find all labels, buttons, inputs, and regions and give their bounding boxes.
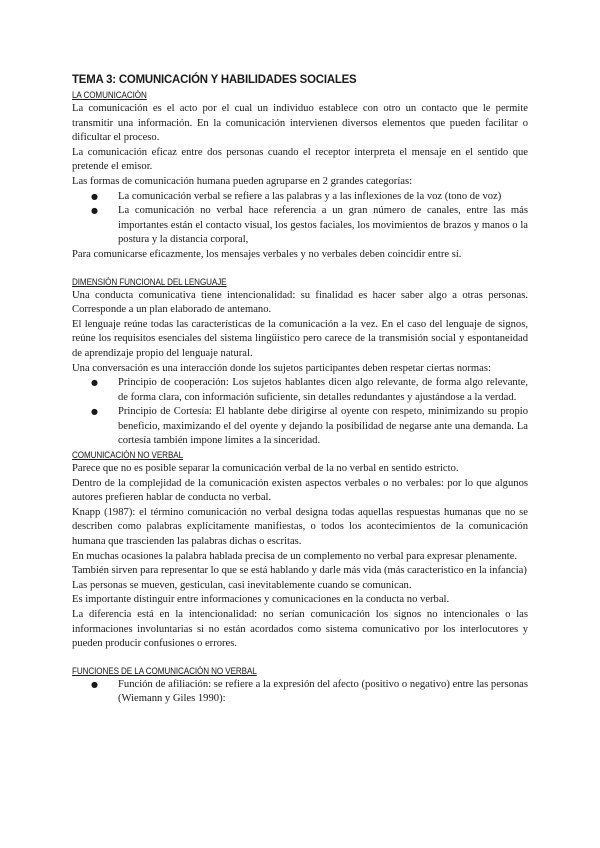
list-item: ● Función de afiliación: se refiere a la expresión del afecto (positivo o negativo) entre las personas (Wiemann y Giles 1990): bbox=[118, 678, 528, 707]
paragraph: Knapp (1987): el término comunicación no verbal designa todas aquellas respuestas humanas que no se describen como palabras explícitamente manifiestas, o todos los acontecimientos de la comunicación humana que trascienden las palabras dichas o escritas. bbox=[72, 506, 528, 548]
paragraph: El lenguaje reúne todas las características de la comunicación a la vez. En el caso del lenguaje de signos, reúne los requisitos esenciales del sistema lingüístico pero carece de la transmisión social y espontaneidad de aprendizaje propio del lenguaje natural. bbox=[72, 318, 528, 359]
section-heading-dimension-funcional: DIMENSIÓN FUNCIONAL DEL LENGUAJE bbox=[72, 276, 227, 287]
paragraph: La comunicación es el acto por el cual un individuo establece con otro un contacto que le permite transmitir una información. En la comunicación intervienen diversos elementos que pueden facilitar o dificultar el proceso. bbox=[72, 103, 528, 144]
paragraph: En muchas ocasiones la palabra hablada precisa de un complemento no verbal para expresar plenamente. bbox=[72, 550, 518, 562]
paragraph: También sirven para representar lo que se está hablando y darle más vida (más característico en la infancia) bbox=[72, 565, 527, 577]
section-heading-comunicacion: LA COMUNICACIÓN bbox=[72, 90, 147, 100]
paragraph: La comunicación eficaz entre dos personas cuando el receptor interpreta el mensaje en el sentido que pretende el emisor. bbox=[72, 146, 528, 173]
section-heading-funciones: FUNCIONES DE LA COMUNICACIÓN NO VERBAL bbox=[72, 665, 257, 676]
bullet-list bbox=[72, 190, 528, 248]
paragraph: Para comunicarse eficazmente, los mensajes verbales y no verbales deben coincidir entre sí. bbox=[72, 248, 462, 260]
bullet-list bbox=[72, 376, 528, 449]
list-item: ● Principio de cooperación: Los sujetos hablantes dicen algo relevante, de forma algo relevante, de forma clara, con información suficiente, sin detalles redundantes y ajustándose a la verdad. bbox=[118, 376, 528, 405]
document-page bbox=[72, 71, 528, 707]
paragraph: Es importante distinguir entre informaciones y comunicaciones en la conducta no verbal. bbox=[72, 594, 450, 606]
paragraph: La diferencia está en la intencionalidad: no serían comunicación los signos no intencionales o las informaciones involuntarias si no están acordados como sistema comunicativo por los interlocutores y pueden producir confusiones o errores. bbox=[72, 609, 528, 650]
paragraph: Las formas de comunicación humana pueden agruparse en 2 grandes categorías: bbox=[72, 175, 413, 187]
paragraph: Las personas se mueven, gesticulan, casi inevitablemente cuando se comunican. bbox=[72, 579, 412, 591]
paragraph: Parece que no es posible separar la comunicación verbal de la no verbal en sentido estricto. bbox=[72, 463, 459, 475]
section-heading-comunicacion-no-verbal: COMUNICACIÓN NO VERBAL bbox=[72, 450, 183, 461]
list-item: ● La comunicación no verbal hace referencia a un gran número de canales, entre las más importantes están el contacto visual, los gestos faciales, los movimientos de brazos y manos o la postura y la distancia corporal, bbox=[118, 204, 528, 248]
document-title: TEMA 3: COMUNICACIÓN Y HABILIDADES SOCIALES bbox=[72, 72, 357, 86]
paragraph: Una conducta comunicativa tiene intencionalidad: su finalidad es hacer saber algo a otras personas. Corresponde a un plan elaborado de antemano. bbox=[72, 289, 528, 316]
paragraph: Dentro de la complejidad de la comunicación existen aspectos verbales o no verbales: por lo que algunos autores prefieren hablar de conducta no verbal. bbox=[72, 477, 528, 504]
list-item: ● Principio de Cortesía: El hablante debe dirigirse al oyente con respeto, minimizando su propio beneficio, maximizando el del oyente y dejando la posibilidad de negarse ante una demanda. La cortesía también impone límites a la sinceridad. bbox=[118, 405, 528, 449]
list-item: ● La comunicación verbal se refiere a las palabras y a las inflexiones de la voz (tono de voz) bbox=[118, 190, 528, 205]
paragraph: Una conversación es una interacción donde los sujetos participantes deben respetar ciertas normas: bbox=[72, 362, 491, 374]
bullet-list bbox=[72, 678, 528, 707]
